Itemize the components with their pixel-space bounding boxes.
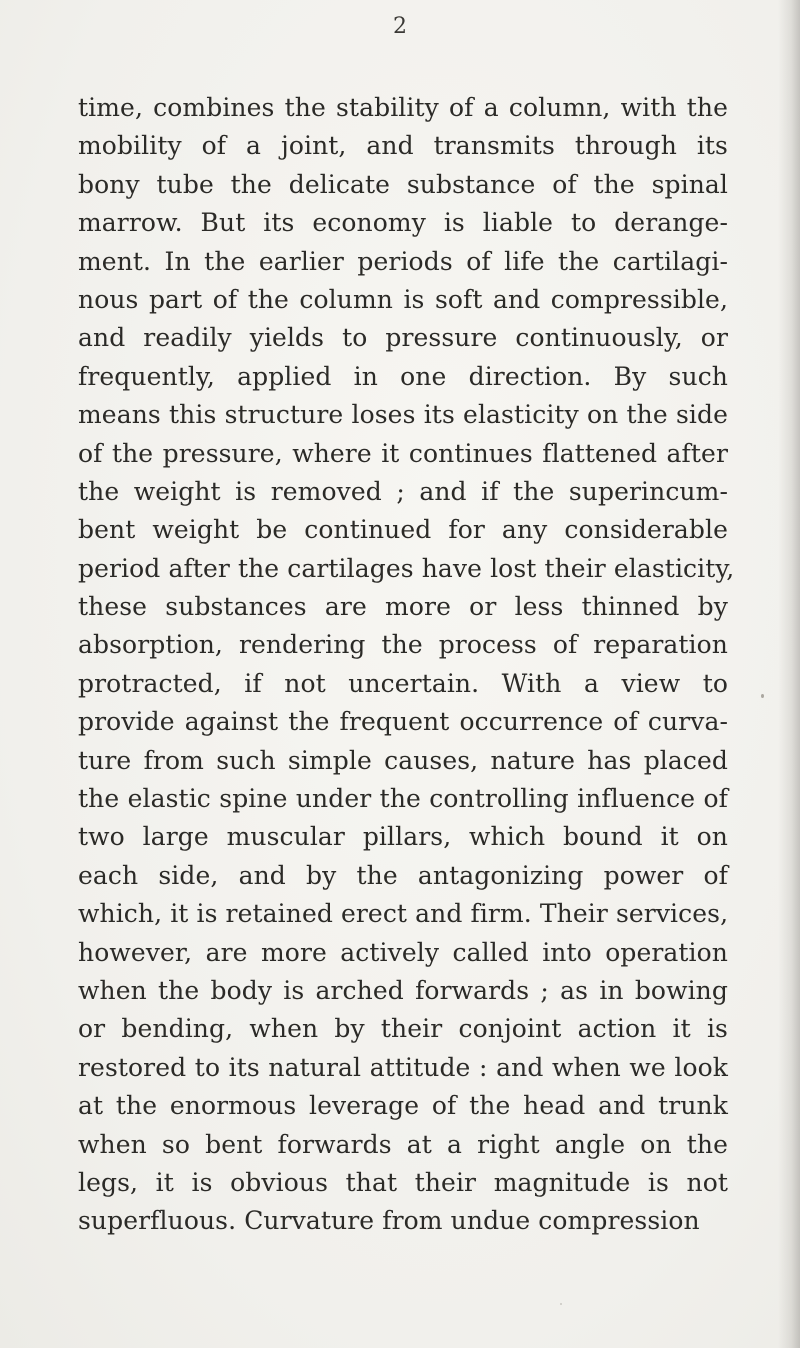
text-line: at the enormous leverage of the head and trunk: [78, 1091, 728, 1121]
text-line: when the body is arched forwards ; as in bowing: [78, 975, 728, 1005]
text-line: each side, and by the antagonizing power of: [78, 860, 728, 890]
text-line: protracted, if not uncertain. With a view to: [78, 668, 728, 698]
text-line: however, are more actively called into operation: [78, 937, 728, 967]
paper-speck: [761, 694, 764, 698]
body-text: [78, 89, 735, 1241]
text-line: the elastic spine under the controlling influence of: [78, 784, 728, 814]
text-line: these substances are more or less thinned by: [78, 592, 728, 622]
text-line: which, it is retained erect and firm. Their services,: [78, 899, 729, 929]
text-line: means this structure loses its elasticity on the side: [78, 400, 728, 430]
text-line: absorption, rendering the process of reparation: [78, 630, 728, 660]
text-line: the weight is removed ; and if the superincum-: [78, 476, 728, 506]
paper-speck: [560, 1303, 562, 1305]
page-edge-shadow: [778, 0, 800, 1348]
text-line: ture from such simple causes, nature has placed: [78, 745, 728, 775]
text-line: time, combines the stability of a column, with the: [78, 93, 728, 122]
text-line: frequently, applied in one direction. By such: [78, 361, 728, 391]
text-line: superfluous. Curvature from undue compression: [78, 1206, 700, 1236]
text-line: of the pressure, where it continues flattened after: [78, 438, 728, 468]
text-line: marrow. But its economy is liable to derange-: [78, 208, 728, 238]
text-line: or bending, when by their conjoint action it is: [78, 1014, 728, 1044]
text-line: provide against the frequent occurrence of curva-: [78, 707, 728, 737]
text-line: when so bent forwards at a right angle on the: [78, 1129, 728, 1159]
text-line: period after the cartilages have lost their elasticity,: [78, 553, 735, 583]
text-line: nous part of the column is soft and compressible,: [78, 284, 728, 314]
text-line: mobility of a joint, and transmits through its: [78, 131, 728, 161]
text-line: ment. In the earlier periods of life the cartilagi-: [78, 246, 728, 276]
text-line: restored to its natural attitude : and when we look: [78, 1052, 728, 1082]
text-line: bony tube the delicate substance of the spinal: [78, 169, 728, 199]
page-number: 2: [393, 14, 407, 39]
text-line: two large muscular pillars, which bound it on: [78, 822, 728, 852]
text-line: bent weight be continued for any considerable: [78, 515, 728, 545]
text-line: and readily yields to pressure continuously, or: [78, 323, 728, 353]
text-line: legs, it is obvious that their magnitude is not: [78, 1167, 728, 1197]
